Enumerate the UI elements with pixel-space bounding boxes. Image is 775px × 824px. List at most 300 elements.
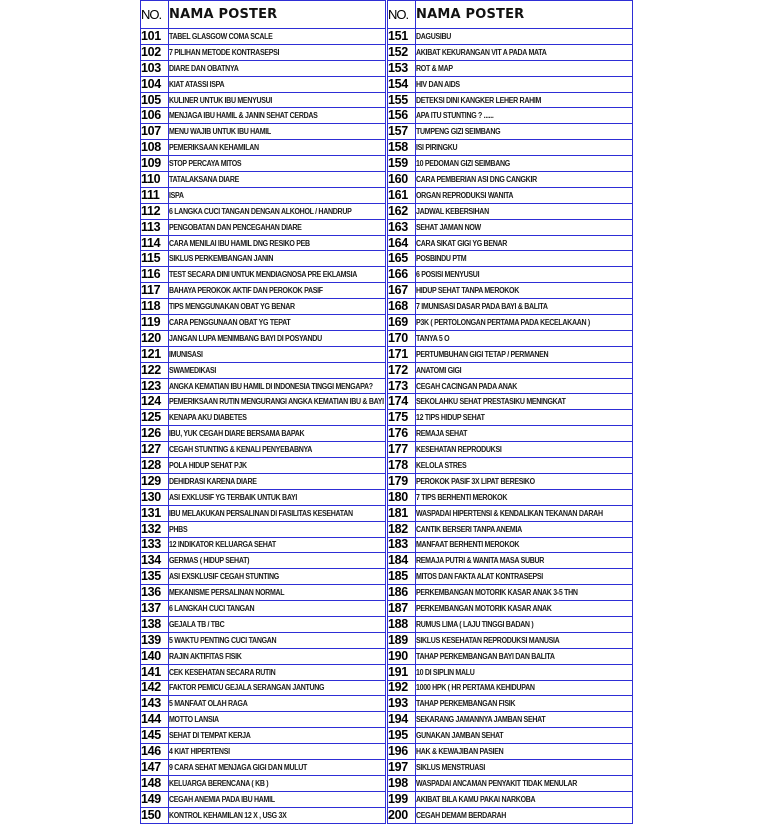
- poster-name: 5 MANFAAT OLAH RAGA: [169, 699, 248, 709]
- table-row: [141, 299, 386, 315]
- table-row: [141, 410, 386, 426]
- poster-name-cell: [416, 410, 633, 426]
- table-row: [388, 775, 633, 791]
- table-row: [388, 172, 633, 188]
- poster-name: CARA PENGGUNAAN OBAT YG TEPAT: [169, 317, 291, 327]
- poster-name: BAHAYA PEROKOK AKTIF DAN PEROKOK PASIF: [169, 286, 323, 296]
- poster-number: 188: [388, 616, 416, 632]
- poster-number: 152: [388, 44, 416, 60]
- poster-number: 132: [141, 521, 169, 537]
- poster-name: SWAMEDIKASI: [169, 365, 217, 375]
- column-header-no: NO.: [141, 1, 169, 29]
- table-row: [141, 791, 386, 807]
- poster-name-cell: [416, 235, 633, 251]
- table-row: [141, 712, 386, 728]
- table-row: [388, 410, 633, 426]
- poster-number: 156: [388, 108, 416, 124]
- poster-number: 191: [388, 664, 416, 680]
- poster-name: TAHAP PERKEMBANGAN FISIK: [416, 699, 516, 709]
- poster-name: JADWAL KEBERSIHAN: [416, 206, 489, 216]
- poster-name-cell: [416, 648, 633, 664]
- poster-table-right: [387, 0, 633, 824]
- table-row: [141, 124, 386, 140]
- poster-name: DIARE DAN OBATNYA: [169, 63, 239, 73]
- poster-number: 177: [388, 442, 416, 458]
- table-row: [141, 60, 386, 76]
- poster-number: 181: [388, 505, 416, 521]
- poster-name: PEMERIKSAAN RUTIN MENGURANGI ANGKA KEMATIAN IBU & BAYI: [169, 397, 384, 407]
- poster-name: ROT & MAP: [416, 63, 453, 73]
- poster-name-cell: [416, 537, 633, 553]
- table-row: [388, 124, 633, 140]
- poster-name-cell: [416, 426, 633, 442]
- poster-name-cell: [169, 744, 386, 760]
- poster-name-cell: [169, 315, 386, 331]
- poster-name: 10 DI SIPLIN MALU: [416, 667, 475, 677]
- poster-name-cell: [169, 76, 386, 92]
- poster-name-cell: [169, 44, 386, 60]
- poster-number: 159: [388, 156, 416, 172]
- table-row: [388, 537, 633, 553]
- poster-name: APA ITU STUNTING ? ......: [416, 111, 494, 121]
- poster-number: 166: [388, 267, 416, 283]
- poster-number: 125: [141, 410, 169, 426]
- poster-name: SIKLUS MENSTRUASI: [416, 762, 486, 772]
- table-row: [141, 744, 386, 760]
- poster-name: ISI PIRINGKU: [416, 143, 458, 153]
- table-row: [388, 140, 633, 156]
- poster-number: 121: [141, 346, 169, 362]
- poster-number: 180: [388, 489, 416, 505]
- poster-number: 117: [141, 283, 169, 299]
- poster-number: 143: [141, 696, 169, 712]
- table-row: [388, 696, 633, 712]
- poster-name: KULINER UNTUK IBU MENYUSUI: [169, 95, 273, 105]
- poster-number: 115: [141, 251, 169, 267]
- table-row: [141, 442, 386, 458]
- poster-number: 103: [141, 60, 169, 76]
- poster-name-cell: [169, 442, 386, 458]
- poster-name-cell: [169, 172, 386, 188]
- table-row: [141, 473, 386, 489]
- poster-number: 123: [141, 378, 169, 394]
- table-row: [141, 92, 386, 108]
- poster-name: HAK & KEWAJIBAN PASIEN: [416, 747, 504, 757]
- poster-number: 198: [388, 775, 416, 791]
- table-row: [388, 156, 633, 172]
- table-row: [141, 505, 386, 521]
- poster-name-cell: [169, 108, 386, 124]
- poster-name-cell: [416, 76, 633, 92]
- poster-name: 7 TIPS BERHENTI MEROKOK: [416, 492, 508, 502]
- poster-name-cell: [169, 394, 386, 410]
- table-row: [388, 521, 633, 537]
- poster-name-cell: [416, 299, 633, 315]
- poster-number: 196: [388, 744, 416, 760]
- poster-number: 179: [388, 473, 416, 489]
- poster-name-cell: [169, 60, 386, 76]
- poster-number: 149: [141, 791, 169, 807]
- column-header-name: NAMA POSTER: [416, 1, 633, 29]
- poster-name-cell: [416, 807, 633, 823]
- table-row: [141, 203, 386, 219]
- poster-number: 151: [388, 29, 416, 45]
- table-row: [141, 728, 386, 744]
- poster-number: 133: [141, 537, 169, 553]
- poster-number: 138: [141, 616, 169, 632]
- poster-name-cell: [169, 124, 386, 140]
- poster-number: 197: [388, 759, 416, 775]
- poster-name-cell: [416, 696, 633, 712]
- poster-name: 6 LANGKA CUCI TANGAN DENGAN ALKOHOL / HANDRUP: [169, 206, 352, 216]
- table-row: [388, 108, 633, 124]
- poster-number: 199: [388, 791, 416, 807]
- poster-name-cell: [169, 219, 386, 235]
- poster-number: 104: [141, 76, 169, 92]
- table-row: [388, 569, 633, 585]
- poster-name: MENJAGA IBU HAMIL & JANIN SEHAT CERDAS: [169, 111, 318, 121]
- poster-name-cell: [169, 537, 386, 553]
- table-row: [388, 346, 633, 362]
- poster-name-cell: [169, 362, 386, 378]
- table-row: [388, 505, 633, 521]
- poster-name: KELOLA STRES: [416, 460, 467, 470]
- poster-name-cell: [169, 299, 386, 315]
- poster-name: IBU, YUK CEGAH DIARE BERSAMA BAPAK: [169, 429, 305, 439]
- poster-name: 6 LANGKAH CUCI TANGAN: [169, 604, 255, 613]
- poster-name-cell: [416, 458, 633, 474]
- table-header-row: [141, 1, 386, 29]
- poster-name: IBU MELAKUKAN PERSALINAN DI FASILITAS KESEHATAN: [169, 508, 353, 518]
- poster-name-cell: [416, 172, 633, 188]
- poster-name: IMUNISASI: [169, 349, 203, 359]
- poster-name-cell: [416, 791, 633, 807]
- poster-name-cell: [416, 315, 633, 331]
- poster-number: 189: [388, 632, 416, 648]
- poster-number: 139: [141, 632, 169, 648]
- poster-name: SEKOLAHKU SEHAT PRESTASIKU MENINGKAT: [416, 397, 566, 407]
- table-row: [141, 219, 386, 235]
- poster-name: TAHAP PERKEMBANGAN BAYI DAN BALITA: [416, 651, 555, 661]
- table-row: [141, 648, 386, 664]
- poster-name-cell: [169, 426, 386, 442]
- poster-name-cell: [416, 44, 633, 60]
- table-row: [141, 362, 386, 378]
- table-row: [388, 92, 633, 108]
- poster-name: KIAT ATASSI ISPA: [169, 79, 225, 89]
- table-row: [141, 140, 386, 156]
- poster-number: 169: [388, 315, 416, 331]
- table-row: [388, 728, 633, 744]
- poster-name-cell: [169, 616, 386, 632]
- poster-name-cell: [169, 648, 386, 664]
- poster-name-cell: [416, 521, 633, 537]
- poster-number: 142: [141, 680, 169, 696]
- poster-name-cell: [169, 632, 386, 648]
- poster-name-cell: [169, 775, 386, 791]
- table-row: [388, 267, 633, 283]
- poster-name: KENAPA AKU DIABETES: [169, 413, 247, 423]
- poster-name-cell: [169, 267, 386, 283]
- poster-name: TABEL GLASGOW COMA SCALE: [169, 31, 273, 41]
- poster-number: 111: [141, 187, 169, 203]
- poster-number: 145: [141, 728, 169, 744]
- table-row: [141, 378, 386, 394]
- poster-name: SEHAT JAMAN NOW: [416, 222, 481, 232]
- poster-name-cell: [169, 680, 386, 696]
- poster-name: PEMERIKSAAN KEHAMILAN: [169, 143, 259, 153]
- poster-number: 185: [388, 569, 416, 585]
- poster-number: 200: [388, 807, 416, 823]
- table-row: [141, 680, 386, 696]
- table-row: [388, 744, 633, 760]
- poster-number: 127: [141, 442, 169, 458]
- poster-name: GERMAS ( HIDUP SEHAT): [169, 556, 250, 566]
- table-row: [388, 219, 633, 235]
- poster-number: 109: [141, 156, 169, 172]
- poster-name-cell: [169, 728, 386, 744]
- poster-number: 131: [141, 505, 169, 521]
- poster-name-cell: [169, 346, 386, 362]
- table-row: [141, 553, 386, 569]
- poster-number: 175: [388, 410, 416, 426]
- poster-number: 148: [141, 775, 169, 791]
- poster-number: 154: [388, 76, 416, 92]
- table-row: [388, 489, 633, 505]
- table-row: [141, 569, 386, 585]
- poster-name-cell: [169, 203, 386, 219]
- poster-name-cell: [169, 29, 386, 45]
- table-row: [141, 44, 386, 60]
- poster-number: 120: [141, 330, 169, 346]
- poster-name-cell: [416, 442, 633, 458]
- poster-name: PEROKOK PASIF 3X LIPAT BERESIKO: [416, 476, 535, 486]
- poster-name-cell: [416, 601, 633, 617]
- poster-name: HIV DAN AIDS: [416, 79, 460, 89]
- poster-number: 129: [141, 473, 169, 489]
- poster-number: 190: [388, 648, 416, 664]
- poster-name: KONTROL KEHAMILAN 12 X , USG 3X: [169, 810, 287, 820]
- table-row: [141, 76, 386, 92]
- poster-name: 12 INDIKATOR KELUARGA SEHAT: [169, 540, 276, 550]
- poster-name: CEK KESEHATAN SECARA RUTIN: [169, 667, 276, 677]
- poster-name: REMAJA SEHAT: [416, 429, 468, 439]
- poster-number: 113: [141, 219, 169, 235]
- poster-number: 174: [388, 394, 416, 410]
- poster-name: CARA PEMBERIAN ASI DNG CANGKIR: [416, 174, 537, 184]
- poster-number: 136: [141, 585, 169, 601]
- poster-number: 124: [141, 394, 169, 410]
- poster-name: AKIBAT BILA KAMU PAKAI NARKOBA: [416, 794, 536, 804]
- poster-number: 186: [388, 585, 416, 601]
- table-row: [388, 473, 633, 489]
- poster-name: POLA HIDUP SEHAT PJK: [169, 460, 247, 470]
- poster-name: MITOS DAN FAKTA ALAT KONTRASEPSI: [416, 572, 543, 582]
- poster-name-cell: [416, 744, 633, 760]
- poster-number: 161: [388, 187, 416, 203]
- table-row: [141, 251, 386, 267]
- poster-name-cell: [416, 553, 633, 569]
- poster-name: STOP PERCAYA MITOS: [169, 159, 242, 169]
- poster-number: 150: [141, 807, 169, 823]
- poster-name-cell: [169, 251, 386, 267]
- poster-number: 193: [388, 696, 416, 712]
- table-row: [388, 616, 633, 632]
- poster-number: 122: [141, 362, 169, 378]
- poster-name: DAGUSIBU: [416, 31, 452, 41]
- poster-name: CARA MENILAI IBU HAMIL DNG RESIKO PEB: [169, 238, 310, 248]
- table-row: [388, 187, 633, 203]
- poster-name-cell: [416, 680, 633, 696]
- poster-number: 158: [388, 140, 416, 156]
- poster-number: 108: [141, 140, 169, 156]
- poster-name-cell: [416, 728, 633, 744]
- poster-name-cell: [416, 569, 633, 585]
- poster-name-cell: [169, 140, 386, 156]
- table-row: [141, 156, 386, 172]
- poster-number: 165: [388, 251, 416, 267]
- poster-number: 110: [141, 172, 169, 188]
- poster-name-cell: [416, 60, 633, 76]
- poster-name-cell: [169, 330, 386, 346]
- poster-name-cell: [416, 712, 633, 728]
- poster-number: 106: [141, 108, 169, 124]
- poster-name-cell: [416, 140, 633, 156]
- table-row: [141, 521, 386, 537]
- table-row: [388, 362, 633, 378]
- poster-name-cell: [416, 346, 633, 362]
- poster-name-cell: [416, 251, 633, 267]
- poster-name: PHBS: [169, 524, 188, 534]
- poster-name-cell: [169, 585, 386, 601]
- poster-name: ANGKA KEMATIAN IBU HAMIL DI INDONESIA TINGGI MENGAPA?: [169, 381, 373, 391]
- table-row: [388, 664, 633, 680]
- table-row: [388, 283, 633, 299]
- poster-number: 194: [388, 712, 416, 728]
- poster-name: ISPA: [169, 190, 184, 200]
- poster-name: CEGAH STUNTING & KENALI PENYEBABNYA: [169, 445, 313, 455]
- poster-name: KELUARGA BERENCANA ( KB ): [169, 778, 269, 788]
- poster-number: 176: [388, 426, 416, 442]
- poster-name-cell: [169, 410, 386, 426]
- poster-name-cell: [416, 585, 633, 601]
- poster-number: 147: [141, 759, 169, 775]
- poster-name-cell: [416, 632, 633, 648]
- poster-name: MENU WAJIB UNTUK IBU HAMIL: [169, 127, 271, 137]
- table-row: [141, 315, 386, 331]
- poster-name: 6 POSISI MENYUSUI: [416, 270, 480, 280]
- poster-name-cell: [169, 521, 386, 537]
- poster-number: 178: [388, 458, 416, 474]
- poster-name-cell: [416, 219, 633, 235]
- poster-name: CARA SIKAT GIGI YG BENAR: [416, 238, 508, 248]
- poster-name-cell: [169, 187, 386, 203]
- table-row: [141, 632, 386, 648]
- table-row: [388, 235, 633, 251]
- table-row: [388, 553, 633, 569]
- poster-name: SIKLUS KESEHATAN REPRODUKSI MANUSIA: [416, 635, 560, 645]
- poster-number: 126: [141, 426, 169, 442]
- poster-name: 1000 HPK ( HR PERTAMA KEHIDUPAN: [416, 683, 535, 693]
- poster-name-cell: [169, 664, 386, 680]
- poster-name-cell: [416, 759, 633, 775]
- table-row: [388, 76, 633, 92]
- poster-name: DETEKSI DINI KANGKER LEHER RAHIM: [416, 95, 542, 105]
- poster-number: 162: [388, 203, 416, 219]
- poster-name-cell: [416, 330, 633, 346]
- poster-number: 170: [388, 330, 416, 346]
- table-row: [141, 585, 386, 601]
- table-row: [388, 759, 633, 775]
- table-row: [388, 585, 633, 601]
- table-body-left: [141, 29, 386, 824]
- table-row: [141, 664, 386, 680]
- table-row: [388, 712, 633, 728]
- table-row: [388, 29, 633, 45]
- poster-number: 116: [141, 267, 169, 283]
- table-row: [388, 426, 633, 442]
- poster-name-cell: [416, 124, 633, 140]
- column-header-name: NAMA POSTER: [169, 1, 386, 29]
- column-header-no: NO.: [388, 1, 416, 29]
- poster-number: 192: [388, 680, 416, 696]
- poster-number: 171: [388, 346, 416, 362]
- poster-name: SIKLUS PERKEMBANGAN JANIN: [169, 254, 274, 264]
- table-row: [388, 203, 633, 219]
- table-row: [388, 680, 633, 696]
- poster-name-cell: [416, 489, 633, 505]
- poster-number: 187: [388, 601, 416, 617]
- table-row: [141, 601, 386, 617]
- poster-number: 146: [141, 744, 169, 760]
- poster-name-cell: [416, 267, 633, 283]
- poster-number: 167: [388, 283, 416, 299]
- poster-name: SEHAT DI TEMPAT KERJA: [169, 731, 251, 741]
- poster-name-cell: [416, 505, 633, 521]
- table-row: [141, 346, 386, 362]
- poster-name-cell: [169, 569, 386, 585]
- poster-name-cell: [169, 807, 386, 823]
- poster-number: 182: [388, 521, 416, 537]
- poster-name: WASPADAI HIPERTENSI & KENDALIKAN TEKANAN DARAH: [416, 508, 603, 518]
- poster-number: 135: [141, 569, 169, 585]
- poster-name: ASI EXSKLUSIF CEGAH STUNTING: [169, 572, 279, 582]
- poster-number: 164: [388, 235, 416, 251]
- table-row: [141, 394, 386, 410]
- table-body-right: [388, 29, 633, 824]
- poster-name-cell: [416, 29, 633, 45]
- poster-number: 172: [388, 362, 416, 378]
- poster-name: ASI EXKLUSIF YG TERBAIK UNTUK BAYI: [169, 492, 297, 502]
- poster-number: 183: [388, 537, 416, 553]
- table-header-row: [388, 1, 633, 29]
- poster-name-cell: [416, 394, 633, 410]
- table-row: [141, 187, 386, 203]
- table-row: [388, 44, 633, 60]
- poster-name-cell: [416, 108, 633, 124]
- poster-number: 102: [141, 44, 169, 60]
- poster-name-cell: [416, 283, 633, 299]
- table-row: [388, 632, 633, 648]
- poster-number: 144: [141, 712, 169, 728]
- table-row: [141, 235, 386, 251]
- poster-name-cell: [416, 775, 633, 791]
- poster-name-cell: [416, 473, 633, 489]
- table-row: [388, 601, 633, 617]
- poster-name-cell: [416, 378, 633, 394]
- poster-number: 168: [388, 299, 416, 315]
- table-row: [141, 29, 386, 45]
